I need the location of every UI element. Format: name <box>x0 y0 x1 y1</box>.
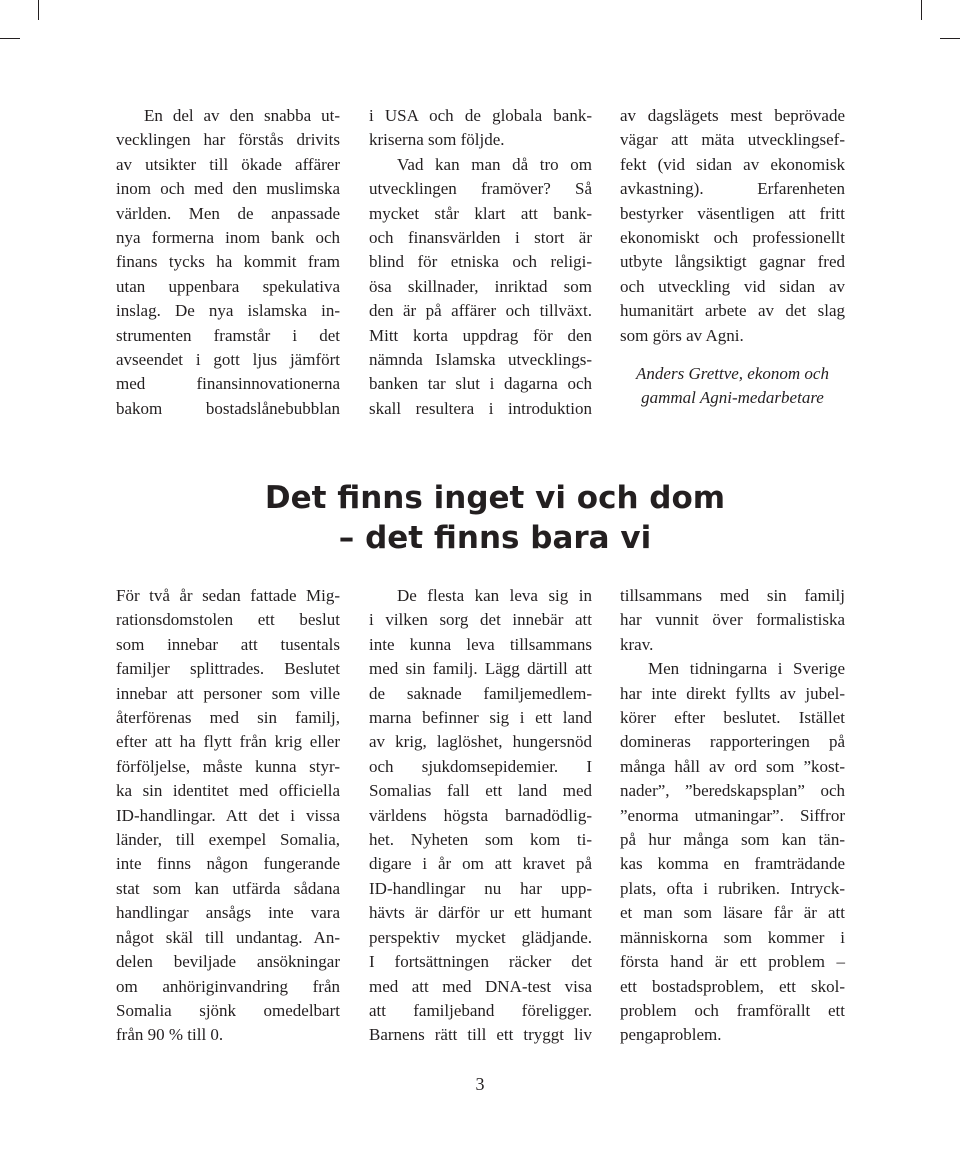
text-line: kas komma en framträdande <box>620 854 845 874</box>
text-line: rationsdomstolen ett beslut <box>116 610 340 630</box>
text-line: av krig, laglöshet, hungersnöd <box>369 732 592 752</box>
text-line: mycket står klart att bank- <box>369 203 592 223</box>
text-line: den är på affärer och tillväxt. <box>369 301 592 321</box>
top-column-1 <box>116 104 340 421</box>
text-line: inte kunna leva tillsammans <box>369 634 592 654</box>
text-line: banken tar slut i dagarna och <box>369 374 592 394</box>
text-line: världens högsta barnadödlig- <box>369 805 592 825</box>
text-line: För två år sedan fattade Mig- <box>116 586 340 605</box>
text-line: Somalia sjönk omedelbart <box>116 1000 340 1020</box>
text-line: bestyrker väsentligen att fritt <box>620 203 845 223</box>
text-line: et man som läsare får är att <box>620 903 845 923</box>
text-line: krav. <box>620 634 654 654</box>
crop-mark-top-left <box>38 0 39 20</box>
text-line: och utveckling vid sidan av <box>620 276 845 296</box>
text-line: inte finns någon fungerande <box>116 854 340 874</box>
text-line: länder, till exempel Somalia, <box>116 830 340 850</box>
text-line: förföljelse, måste kunna styr- <box>116 756 340 776</box>
text-line: av dagslägets mest beprövade <box>620 106 845 125</box>
text-line: handlingar ansågs inte vara <box>116 903 340 923</box>
text-line: vecklingen har förstås drivits <box>116 130 340 150</box>
text-line: av utsikter till ökade affärer <box>116 154 340 174</box>
headline-line-1: Det finns inget vi och dom <box>264 480 726 516</box>
text-line: bakom bostadslånebubblan <box>116 398 340 418</box>
crop-mark-top-right-horizontal <box>940 38 960 39</box>
text-line: delen beviljade ansökningar <box>116 952 340 972</box>
text-line: första hand är ett problem – <box>620 952 845 972</box>
text-line: världen. Men de anpassade <box>116 203 340 223</box>
text-line: i vilken sorg det innebär att <box>369 610 592 630</box>
text-line: vägar att mäta utvecklingsef- <box>620 130 845 150</box>
text-line: ösa skillnader, inriktad som <box>369 276 592 296</box>
text-line: hävts är därför ur ett humant <box>369 903 592 923</box>
text-line: efter att ha flytt från krig eller <box>116 732 340 752</box>
top-column-3 <box>620 104 845 411</box>
text-line: med sin familj. Lägg därtill att <box>369 659 592 679</box>
text-line: perspektiv mycket glädjande. <box>369 927 592 947</box>
bottom-column-2 <box>369 584 592 1048</box>
text-line: De flesta kan leva sig in <box>397 586 592 605</box>
text-line: har vunnit över formalistiska <box>620 610 845 630</box>
text-line: En del av den snabba ut- <box>144 106 340 125</box>
text-line: Mitt korta uppdrag för den <box>369 325 592 345</box>
text-line: inom och med den muslimska <box>116 179 340 199</box>
text-line: blind för etniska och religi- <box>369 252 592 272</box>
text-line: Vad kan man då tro om <box>397 154 592 174</box>
text-line: i USA och de globala bank- <box>369 106 592 125</box>
text-line: plats, ofta i rubriken. Intryck- <box>620 878 845 898</box>
text-line: något skäl till undantag. An- <box>116 927 340 947</box>
text-line: på hur många som kan tän- <box>620 830 845 850</box>
text-line: ID-handlingar nu har upp- <box>369 878 592 898</box>
text-line: och finansvärlden i stort är <box>369 228 592 248</box>
text-line: har inte direkt fyllts av jubel- <box>620 683 845 703</box>
text-line: människorna som kommer i <box>620 927 845 947</box>
text-line: strumenten framstår i det <box>116 325 340 345</box>
text-line: humanitärt arbete av det slag <box>620 301 845 321</box>
text-line: problem och framförallt ett <box>620 1000 845 1020</box>
crop-mark-top-left-horizontal <box>0 38 20 39</box>
text-line: kriserna som följde. <box>369 130 505 150</box>
text-line: digare i år om att kravet på <box>369 854 592 874</box>
article-headline <box>150 478 840 558</box>
text-line: stat som kan utfärda sådana <box>116 878 340 898</box>
text-line: de saknade familjemedlem- <box>369 683 592 703</box>
text-line: avkastning). Erfarenheten <box>620 179 845 199</box>
bottom-column-1 <box>116 584 340 1048</box>
text-line: ”enorma utmaningar”. Siffror <box>620 805 845 825</box>
text-line: ka sin identitet med officiella <box>116 781 340 801</box>
text-line: körer efter beslutet. Istället <box>620 708 845 728</box>
text-line: återförenas med sin familj, <box>116 708 340 728</box>
text-line: utan uppenbara spekulativa <box>116 276 340 296</box>
text-line: Somalias fall ett land med <box>369 781 592 801</box>
text-line: avseendet i gott ljus jämfört <box>116 350 340 370</box>
text-line: finans tycks ha kommit fram <box>116 252 340 272</box>
text-line: ett bostadsproblem, ett skol- <box>620 976 845 996</box>
text-line: ekonomiskt och professionellt <box>620 228 845 248</box>
page-number: 3 <box>475 1074 485 1094</box>
text-line: nya formerna inom bank och <box>116 228 340 248</box>
text-line: från 90 % till 0. <box>116 1025 224 1045</box>
text-line: många håll av ord som ”kost- <box>620 756 845 776</box>
text-line: med att med DNA-test visa <box>369 976 592 996</box>
text-line: utvecklingen framöver? Så <box>369 179 592 199</box>
text-line: nämnda Islamska utvecklings- <box>369 350 592 370</box>
text-line: pengaproblem. <box>620 1025 722 1045</box>
text-line: inslag. De nya islamska in- <box>116 301 340 321</box>
bottom-column-3 <box>620 584 845 1048</box>
text-line: fekt (vid sidan av ekonomisk <box>620 154 845 174</box>
text-line: Barnens rätt till ett tryggt liv <box>369 1025 592 1045</box>
text-line: marna befinner sig i ett land <box>369 708 592 728</box>
headline-line-2: – det finns bara vi <box>338 520 652 556</box>
text-line: I fortsättningen räcker det <box>369 952 592 972</box>
author-signature: gammal Agni-medarbetare <box>641 388 824 408</box>
text-line: om anhöriginvandring från <box>116 976 340 996</box>
text-line: domineras rapporteringen på <box>620 732 845 752</box>
text-line: och sjukdomsepidemier. I <box>369 756 592 776</box>
author-signature: Anders Grettve, ekonom och <box>636 364 829 384</box>
text-line: nader”, ”beredskapsplan” och <box>620 781 845 801</box>
text-line: utbyte långsiktigt gagnar fred <box>620 252 845 272</box>
text-line: familjer splittrades. Beslutet <box>116 659 340 679</box>
text-line: ID-handlingar. Att det i vissa <box>116 805 340 825</box>
text-line: med finansinnovationerna <box>116 374 340 394</box>
text-line: het. Nyheten som kom ti- <box>369 830 592 850</box>
text-line: att familjeband föreligger. <box>369 1000 592 1020</box>
crop-mark-top-right <box>921 0 922 20</box>
top-column-2 <box>369 104 592 421</box>
text-line: innebar att personer som ville <box>116 683 340 703</box>
text-line: som innebar att tusentals <box>116 634 340 654</box>
text-line: som görs av Agni. <box>620 325 744 345</box>
text-line: Men tidningarna i Sverige <box>648 659 845 679</box>
text-line: skall resultera i introduktion <box>369 398 592 418</box>
text-line: tillsammans med sin familj <box>620 586 845 605</box>
